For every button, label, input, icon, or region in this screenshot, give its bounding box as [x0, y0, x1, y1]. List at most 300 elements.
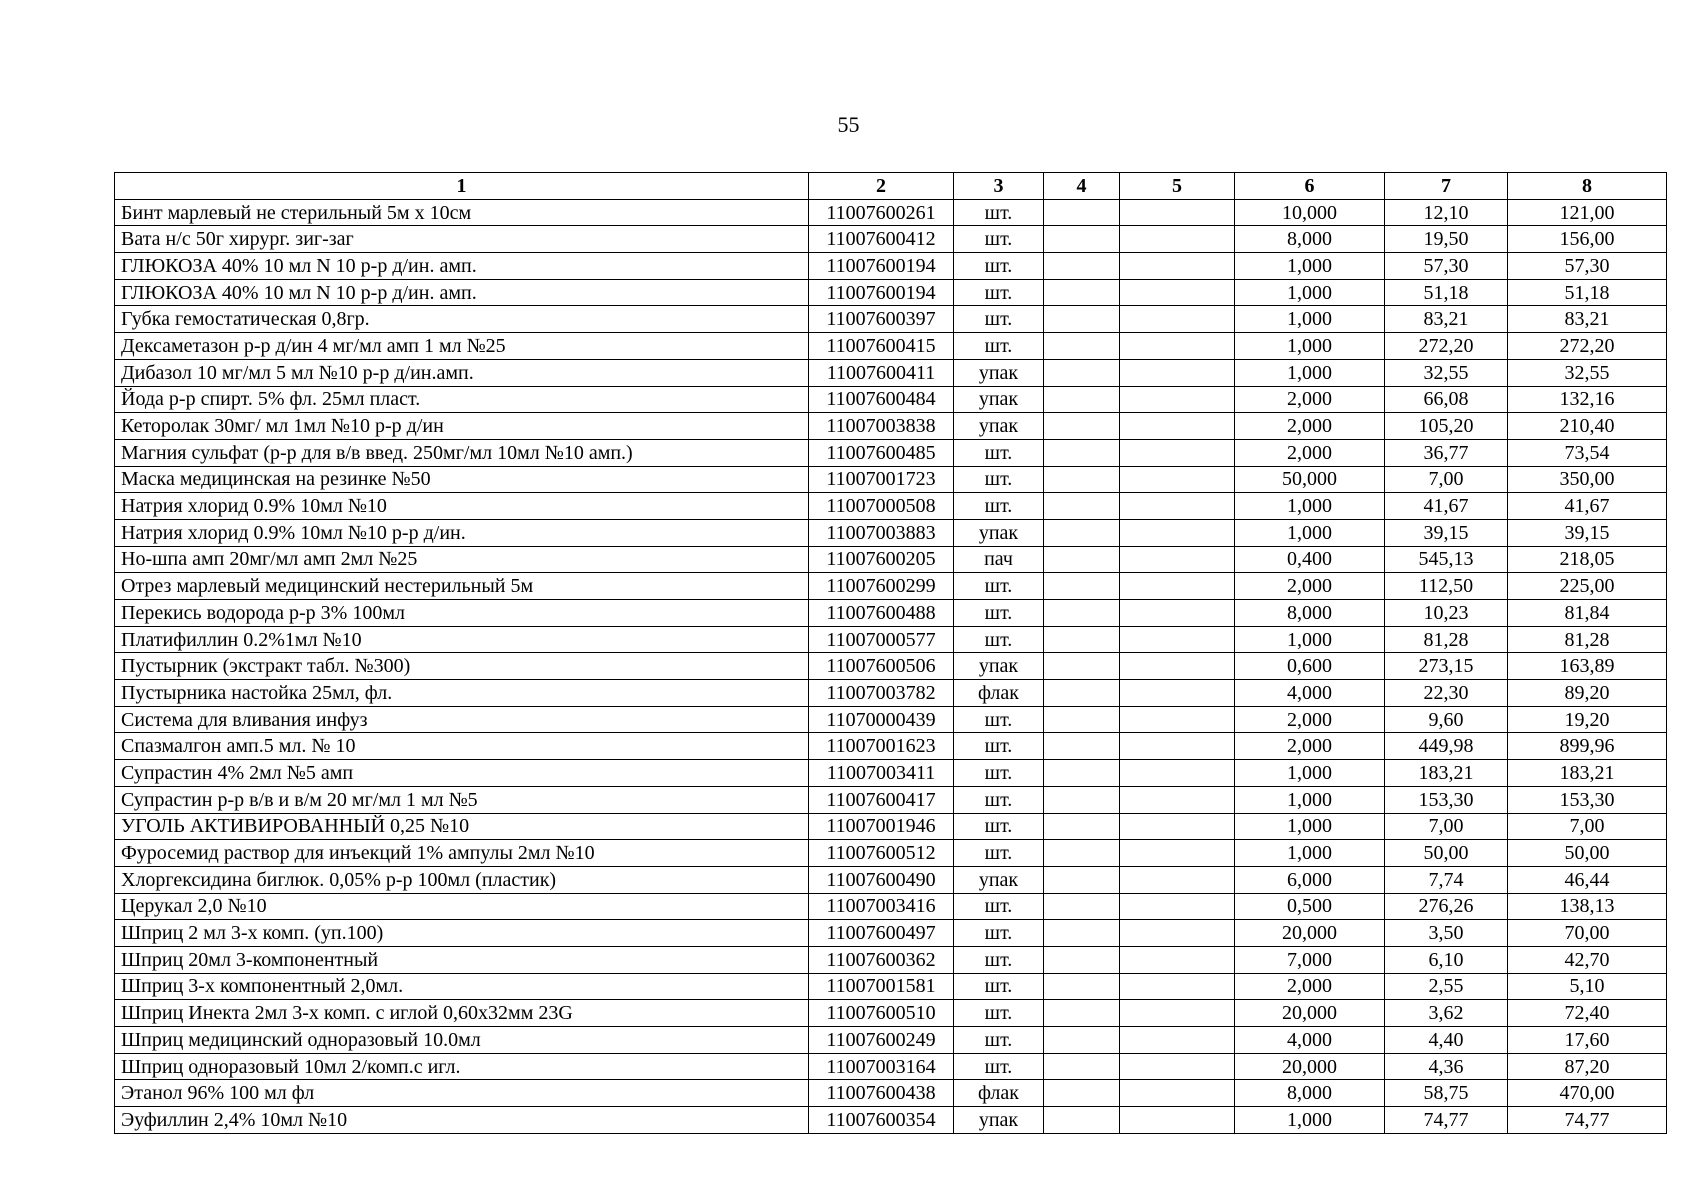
unit-cell: шт.	[954, 733, 1044, 760]
table-row	[115, 573, 1667, 600]
table-row	[115, 813, 1667, 840]
price-cell: 7,00	[1385, 466, 1508, 493]
column-5-cell	[1120, 333, 1235, 360]
unit-cell: шт.	[954, 253, 1044, 280]
sum-cell: 153,30	[1508, 786, 1667, 813]
sum-cell: 50,00	[1508, 840, 1667, 867]
price-cell: 112,50	[1385, 573, 1508, 600]
column-header: 5	[1120, 173, 1235, 200]
item-code-cell: 11007600488	[809, 600, 954, 627]
price-cell: 273,15	[1385, 653, 1508, 680]
column-4-cell	[1044, 573, 1120, 600]
price-cell: 51,18	[1385, 279, 1508, 306]
item-code-cell: 11007600497	[809, 920, 954, 947]
column-4-cell	[1044, 706, 1120, 733]
item-name-cell: Пустырник (экстракт табл. №300)	[115, 653, 809, 680]
column-5-cell	[1120, 519, 1235, 546]
quantity-cell: 4,000	[1235, 1027, 1385, 1054]
column-5-cell	[1120, 573, 1235, 600]
quantity-cell: 1,000	[1235, 253, 1385, 280]
item-code-cell: 11007600412	[809, 226, 954, 253]
header-row	[115, 173, 1667, 200]
item-code-cell: 11070000439	[809, 706, 954, 733]
price-cell: 4,36	[1385, 1053, 1508, 1080]
item-code-cell: 11007001581	[809, 973, 954, 1000]
item-code-cell: 11007003411	[809, 760, 954, 787]
sum-cell: 42,70	[1508, 946, 1667, 973]
table-row	[115, 439, 1667, 466]
price-cell: 10,23	[1385, 600, 1508, 627]
item-code-cell: 11007600506	[809, 653, 954, 680]
table-row	[115, 1080, 1667, 1107]
sum-cell: 272,20	[1508, 333, 1667, 360]
item-code-cell: 11007600415	[809, 333, 954, 360]
sum-cell: 46,44	[1508, 866, 1667, 893]
quantity-cell: 7,000	[1235, 946, 1385, 973]
table-row	[115, 226, 1667, 253]
item-name-cell: Отрез марлевый медицинский нестерильный 5м	[115, 573, 809, 600]
unit-cell: упак	[954, 386, 1044, 413]
price-cell: 19,50	[1385, 226, 1508, 253]
sum-cell: 73,54	[1508, 439, 1667, 466]
item-name-cell: Спазмалгон амп.5 мл. № 10	[115, 733, 809, 760]
sum-cell: 138,13	[1508, 893, 1667, 920]
column-4-cell	[1044, 893, 1120, 920]
item-code-cell: 11007600438	[809, 1080, 954, 1107]
quantity-cell: 2,000	[1235, 413, 1385, 440]
item-name-cell: Губка гемостатическая 0,8гр.	[115, 306, 809, 333]
column-4-cell	[1044, 786, 1120, 813]
price-cell: 7,00	[1385, 813, 1508, 840]
item-name-cell: ГЛЮКОЗА 40% 10 мл N 10 р-р д/ин. амп.	[115, 279, 809, 306]
sum-cell: 51,18	[1508, 279, 1667, 306]
quantity-cell: 1,000	[1235, 840, 1385, 867]
item-code-cell: 11007600510	[809, 1000, 954, 1027]
column-5-cell	[1120, 1027, 1235, 1054]
unit-cell: упак	[954, 519, 1044, 546]
sum-cell: 57,30	[1508, 253, 1667, 280]
column-4-cell	[1044, 813, 1120, 840]
quantity-cell: 0,500	[1235, 893, 1385, 920]
item-code-cell: 11007003164	[809, 1053, 954, 1080]
table-row	[115, 680, 1667, 707]
quantity-cell: 20,000	[1235, 920, 1385, 947]
price-cell: 50,00	[1385, 840, 1508, 867]
price-cell: 22,30	[1385, 680, 1508, 707]
table-row	[115, 840, 1667, 867]
column-5-cell	[1120, 1107, 1235, 1134]
item-name-cell: Пустырника настойка 25мл, фл.	[115, 680, 809, 707]
quantity-cell: 2,000	[1235, 573, 1385, 600]
page-number: 55	[837, 112, 860, 137]
column-header: 2	[809, 173, 954, 200]
price-cell: 276,26	[1385, 893, 1508, 920]
sum-cell: 81,84	[1508, 600, 1667, 627]
item-code-cell: 11007600205	[809, 546, 954, 573]
quantity-cell: 1,000	[1235, 519, 1385, 546]
column-4-cell	[1044, 1080, 1120, 1107]
column-5-cell	[1120, 920, 1235, 947]
table-row	[115, 973, 1667, 1000]
price-cell: 57,30	[1385, 253, 1508, 280]
item-code-cell: 11007600512	[809, 840, 954, 867]
column-5-cell	[1120, 733, 1235, 760]
table-row	[115, 306, 1667, 333]
unit-cell: шт.	[954, 279, 1044, 306]
table-row	[115, 386, 1667, 413]
price-cell: 74,77	[1385, 1107, 1508, 1134]
column-5-cell	[1120, 600, 1235, 627]
column-4-cell	[1044, 1107, 1120, 1134]
unit-cell: упак	[954, 413, 1044, 440]
quantity-cell: 1,000	[1235, 493, 1385, 520]
unit-cell: шт.	[954, 466, 1044, 493]
unit-cell: шт.	[954, 439, 1044, 466]
price-cell: 36,77	[1385, 439, 1508, 466]
item-name-cell: Хлоргексидина биглюк. 0,05% р-р 100мл (пластик)	[115, 866, 809, 893]
column-5-cell	[1120, 199, 1235, 226]
table-row	[115, 706, 1667, 733]
sum-cell: 121,00	[1508, 199, 1667, 226]
item-name-cell: Шприц 2 мл 3-х комп. (уп.100)	[115, 920, 809, 947]
item-code-cell: 11007003782	[809, 680, 954, 707]
column-5-cell	[1120, 1053, 1235, 1080]
table-body	[115, 199, 1667, 1133]
sum-cell: 19,20	[1508, 706, 1667, 733]
item-name-cell: Фуросемид раствор для инъекций 1% ампулы 2мл №10	[115, 840, 809, 867]
unit-cell: шт.	[954, 920, 1044, 947]
item-name-cell: УГОЛЬ АКТИВИРОВАННЫЙ 0,25 №10	[115, 813, 809, 840]
column-4-cell	[1044, 600, 1120, 627]
item-name-cell: Натрия хлорид 0.9% 10мл №10 р-р д/ин.	[115, 519, 809, 546]
column-5-cell	[1120, 973, 1235, 1000]
unit-cell: флак	[954, 680, 1044, 707]
item-code-cell: 11007600490	[809, 866, 954, 893]
table-row	[115, 199, 1667, 226]
quantity-cell: 8,000	[1235, 600, 1385, 627]
quantity-cell: 8,000	[1235, 226, 1385, 253]
column-4-cell	[1044, 1000, 1120, 1027]
sum-cell: 7,00	[1508, 813, 1667, 840]
quantity-cell: 1,000	[1235, 786, 1385, 813]
column-5-cell	[1120, 866, 1235, 893]
price-cell: 3,50	[1385, 920, 1508, 947]
column-header: 6	[1235, 173, 1385, 200]
item-name-cell: Платифиллин 0.2%1мл №10	[115, 626, 809, 653]
column-5-cell	[1120, 680, 1235, 707]
column-4-cell	[1044, 199, 1120, 226]
quantity-cell: 10,000	[1235, 199, 1385, 226]
column-4-cell	[1044, 920, 1120, 947]
price-cell: 449,98	[1385, 733, 1508, 760]
price-cell: 3,62	[1385, 1000, 1508, 1027]
column-4-cell	[1044, 760, 1120, 787]
column-4-cell	[1044, 413, 1120, 440]
unit-cell: пач	[954, 546, 1044, 573]
column-5-cell	[1120, 466, 1235, 493]
unit-cell: шт.	[954, 493, 1044, 520]
table-row	[115, 279, 1667, 306]
table-row	[115, 493, 1667, 520]
item-name-cell: Этанол 96% 100 мл фл	[115, 1080, 809, 1107]
table-row	[115, 733, 1667, 760]
sum-cell: 163,89	[1508, 653, 1667, 680]
column-4-cell	[1044, 973, 1120, 1000]
sum-cell: 72,40	[1508, 1000, 1667, 1027]
table-row	[115, 893, 1667, 920]
table-row	[115, 466, 1667, 493]
unit-cell: шт.	[954, 840, 1044, 867]
sum-cell: 81,28	[1508, 626, 1667, 653]
item-name-cell: Эуфиллин 2,4% 10мл №10	[115, 1107, 809, 1134]
column-header: 1	[115, 173, 809, 200]
column-4-cell	[1044, 1053, 1120, 1080]
item-name-cell: Супрастин 4% 2мл №5 амп	[115, 760, 809, 787]
sum-cell: 899,96	[1508, 733, 1667, 760]
price-cell: 4,40	[1385, 1027, 1508, 1054]
sum-cell: 225,00	[1508, 573, 1667, 600]
unit-cell: шт.	[954, 760, 1044, 787]
column-5-cell	[1120, 306, 1235, 333]
column-4-cell	[1044, 439, 1120, 466]
table-row	[115, 519, 1667, 546]
quantity-cell: 1,000	[1235, 760, 1385, 787]
item-code-cell: 11007001723	[809, 466, 954, 493]
table-row	[115, 786, 1667, 813]
unit-cell: шт.	[954, 573, 1044, 600]
price-cell: 6,10	[1385, 946, 1508, 973]
item-code-cell: 11007001623	[809, 733, 954, 760]
column-header: 8	[1508, 173, 1667, 200]
sum-cell: 74,77	[1508, 1107, 1667, 1134]
column-4-cell	[1044, 226, 1120, 253]
item-code-cell: 11007000508	[809, 493, 954, 520]
item-code-cell: 11007600397	[809, 306, 954, 333]
column-5-cell	[1120, 626, 1235, 653]
item-code-cell: 11007600485	[809, 439, 954, 466]
item-name-cell: Йода р-р спирт. 5% фл. 25мл пласт.	[115, 386, 809, 413]
unit-cell: шт.	[954, 1053, 1044, 1080]
unit-cell: упак	[954, 653, 1044, 680]
item-code-cell: 11007600484	[809, 386, 954, 413]
column-4-cell	[1044, 1027, 1120, 1054]
price-cell: 66,08	[1385, 386, 1508, 413]
quantity-cell: 0,400	[1235, 546, 1385, 573]
item-code-cell: 11007003883	[809, 519, 954, 546]
sum-cell: 41,67	[1508, 493, 1667, 520]
item-name-cell: Церукал 2,0 №10	[115, 893, 809, 920]
column-header: 7	[1385, 173, 1508, 200]
sum-cell: 39,15	[1508, 519, 1667, 546]
item-name-cell: Вата н/с 50г хирург. зиг-заг	[115, 226, 809, 253]
quantity-cell: 6,000	[1235, 866, 1385, 893]
item-name-cell: Перекись водорода р-р 3% 100мл	[115, 600, 809, 627]
column-4-cell	[1044, 386, 1120, 413]
item-name-cell: Супрастин р-р в/в и в/м 20 мг/мл 1 мл №5	[115, 786, 809, 813]
column-header: 3	[954, 173, 1044, 200]
item-code-cell: 11007600194	[809, 279, 954, 306]
price-cell: 2,55	[1385, 973, 1508, 1000]
item-code-cell: 11007600249	[809, 1027, 954, 1054]
quantity-cell: 2,000	[1235, 733, 1385, 760]
item-name-cell: Дексаметазон р-р д/ин 4 мг/мл амп 1 мл №25	[115, 333, 809, 360]
item-code-cell: 11007003838	[809, 413, 954, 440]
column-4-cell	[1044, 306, 1120, 333]
quantity-cell: 1,000	[1235, 333, 1385, 360]
column-4-cell	[1044, 279, 1120, 306]
quantity-cell: 2,000	[1235, 386, 1385, 413]
price-cell: 545,13	[1385, 546, 1508, 573]
item-name-cell: Дибазол 10 мг/мл 5 мл №10 р-р д/ин.амп.	[115, 359, 809, 386]
column-5-cell	[1120, 439, 1235, 466]
item-name-cell: ГЛЮКОЗА 40% 10 мл N 10 р-р д/ин. амп.	[115, 253, 809, 280]
column-4-cell	[1044, 680, 1120, 707]
item-name-cell: Шприц Инекта 2мл 3-х комп. с иглой 0,60х32мм 23G	[115, 1000, 809, 1027]
sum-cell: 218,05	[1508, 546, 1667, 573]
quantity-cell: 20,000	[1235, 1053, 1385, 1080]
unit-cell: шт.	[954, 893, 1044, 920]
column-4-cell	[1044, 626, 1120, 653]
item-code-cell: 11007600362	[809, 946, 954, 973]
unit-cell: шт.	[954, 973, 1044, 1000]
sum-cell: 156,00	[1508, 226, 1667, 253]
item-name-cell: Шприц одноразовый 10мл 2/комп.с игл.	[115, 1053, 809, 1080]
column-4-cell	[1044, 359, 1120, 386]
unit-cell: упак	[954, 1107, 1044, 1134]
inventory-table	[114, 172, 1667, 1134]
table-row	[115, 413, 1667, 440]
table-row	[115, 920, 1667, 947]
item-code-cell: 11007600194	[809, 253, 954, 280]
unit-cell: шт.	[954, 1000, 1044, 1027]
column-4-cell	[1044, 653, 1120, 680]
quantity-cell: 4,000	[1235, 680, 1385, 707]
item-code-cell: 11007600411	[809, 359, 954, 386]
quantity-cell: 20,000	[1235, 1000, 1385, 1027]
sum-cell: 183,21	[1508, 760, 1667, 787]
unit-cell: упак	[954, 359, 1044, 386]
column-4-cell	[1044, 946, 1120, 973]
price-cell: 272,20	[1385, 333, 1508, 360]
item-name-cell: Шприц 20мл 3-компонентный	[115, 946, 809, 973]
item-name-cell: Магния сульфат (р-р для в/в введ. 250мг/мл 10мл №10 амп.)	[115, 439, 809, 466]
unit-cell: шт.	[954, 333, 1044, 360]
column-5-cell	[1120, 253, 1235, 280]
column-header: 4	[1044, 173, 1120, 200]
price-cell: 153,30	[1385, 786, 1508, 813]
table-row	[115, 600, 1667, 627]
column-4-cell	[1044, 253, 1120, 280]
quantity-cell: 1,000	[1235, 306, 1385, 333]
column-4-cell	[1044, 466, 1120, 493]
item-name-cell: Но-шпа амп 20мг/мл амп 2мл №25	[115, 546, 809, 573]
unit-cell: флак	[954, 1080, 1044, 1107]
price-cell: 58,75	[1385, 1080, 1508, 1107]
column-5-cell	[1120, 653, 1235, 680]
column-5-cell	[1120, 493, 1235, 520]
price-cell: 9,60	[1385, 706, 1508, 733]
column-4-cell	[1044, 546, 1120, 573]
column-5-cell	[1120, 1000, 1235, 1027]
unit-cell: упак	[954, 866, 1044, 893]
price-cell: 105,20	[1385, 413, 1508, 440]
column-5-cell	[1120, 279, 1235, 306]
quantity-cell: 1,000	[1235, 626, 1385, 653]
quantity-cell: 2,000	[1235, 439, 1385, 466]
column-5-cell	[1120, 786, 1235, 813]
table-row	[115, 946, 1667, 973]
column-4-cell	[1044, 493, 1120, 520]
column-5-cell	[1120, 1080, 1235, 1107]
unit-cell: шт.	[954, 600, 1044, 627]
item-name-cell: Шприц медицинский одноразовый 10.0мл	[115, 1027, 809, 1054]
item-code-cell: 11007000577	[809, 626, 954, 653]
unit-cell: шт.	[954, 626, 1044, 653]
price-cell: 7,74	[1385, 866, 1508, 893]
unit-cell: шт.	[954, 786, 1044, 813]
sum-cell: 350,00	[1508, 466, 1667, 493]
sum-cell: 5,10	[1508, 973, 1667, 1000]
item-name-cell: Бинт марлевый не стерильный 5м х 10см	[115, 199, 809, 226]
price-cell: 41,67	[1385, 493, 1508, 520]
sum-cell: 89,20	[1508, 680, 1667, 707]
column-5-cell	[1120, 946, 1235, 973]
item-code-cell: 11007600417	[809, 786, 954, 813]
column-5-cell	[1120, 893, 1235, 920]
quantity-cell: 8,000	[1235, 1080, 1385, 1107]
table-row	[115, 1027, 1667, 1054]
sum-cell: 132,16	[1508, 386, 1667, 413]
column-5-cell	[1120, 359, 1235, 386]
column-5-cell	[1120, 546, 1235, 573]
sum-cell: 70,00	[1508, 920, 1667, 947]
price-cell: 81,28	[1385, 626, 1508, 653]
sum-cell: 470,00	[1508, 1080, 1667, 1107]
item-code-cell: 11007600299	[809, 573, 954, 600]
column-5-cell	[1120, 386, 1235, 413]
sum-cell: 17,60	[1508, 1027, 1667, 1054]
item-name-cell: Шприц 3-х компонентный 2,0мл.	[115, 973, 809, 1000]
unit-cell: шт.	[954, 1027, 1044, 1054]
table-row	[115, 359, 1667, 386]
column-4-cell	[1044, 840, 1120, 867]
column-4-cell	[1044, 519, 1120, 546]
sum-cell: 210,40	[1508, 413, 1667, 440]
table-row	[115, 253, 1667, 280]
sum-cell: 32,55	[1508, 359, 1667, 386]
item-name-cell: Система для вливания инфуз	[115, 706, 809, 733]
column-4-cell	[1044, 333, 1120, 360]
column-4-cell	[1044, 866, 1120, 893]
column-4-cell	[1044, 733, 1120, 760]
table-row	[115, 626, 1667, 653]
item-code-cell: 11007003416	[809, 893, 954, 920]
price-cell: 39,15	[1385, 519, 1508, 546]
table-row	[115, 546, 1667, 573]
sum-cell: 87,20	[1508, 1053, 1667, 1080]
item-name-cell: Кеторолак 30мг/ мл 1мл №10 р-р д/ин	[115, 413, 809, 440]
quantity-cell: 0,600	[1235, 653, 1385, 680]
column-5-cell	[1120, 813, 1235, 840]
column-5-cell	[1120, 760, 1235, 787]
table-row	[115, 760, 1667, 787]
unit-cell: шт.	[954, 813, 1044, 840]
table-row	[115, 653, 1667, 680]
item-code-cell: 11007001946	[809, 813, 954, 840]
item-code-cell: 11007600354	[809, 1107, 954, 1134]
unit-cell: шт.	[954, 946, 1044, 973]
column-5-cell	[1120, 840, 1235, 867]
